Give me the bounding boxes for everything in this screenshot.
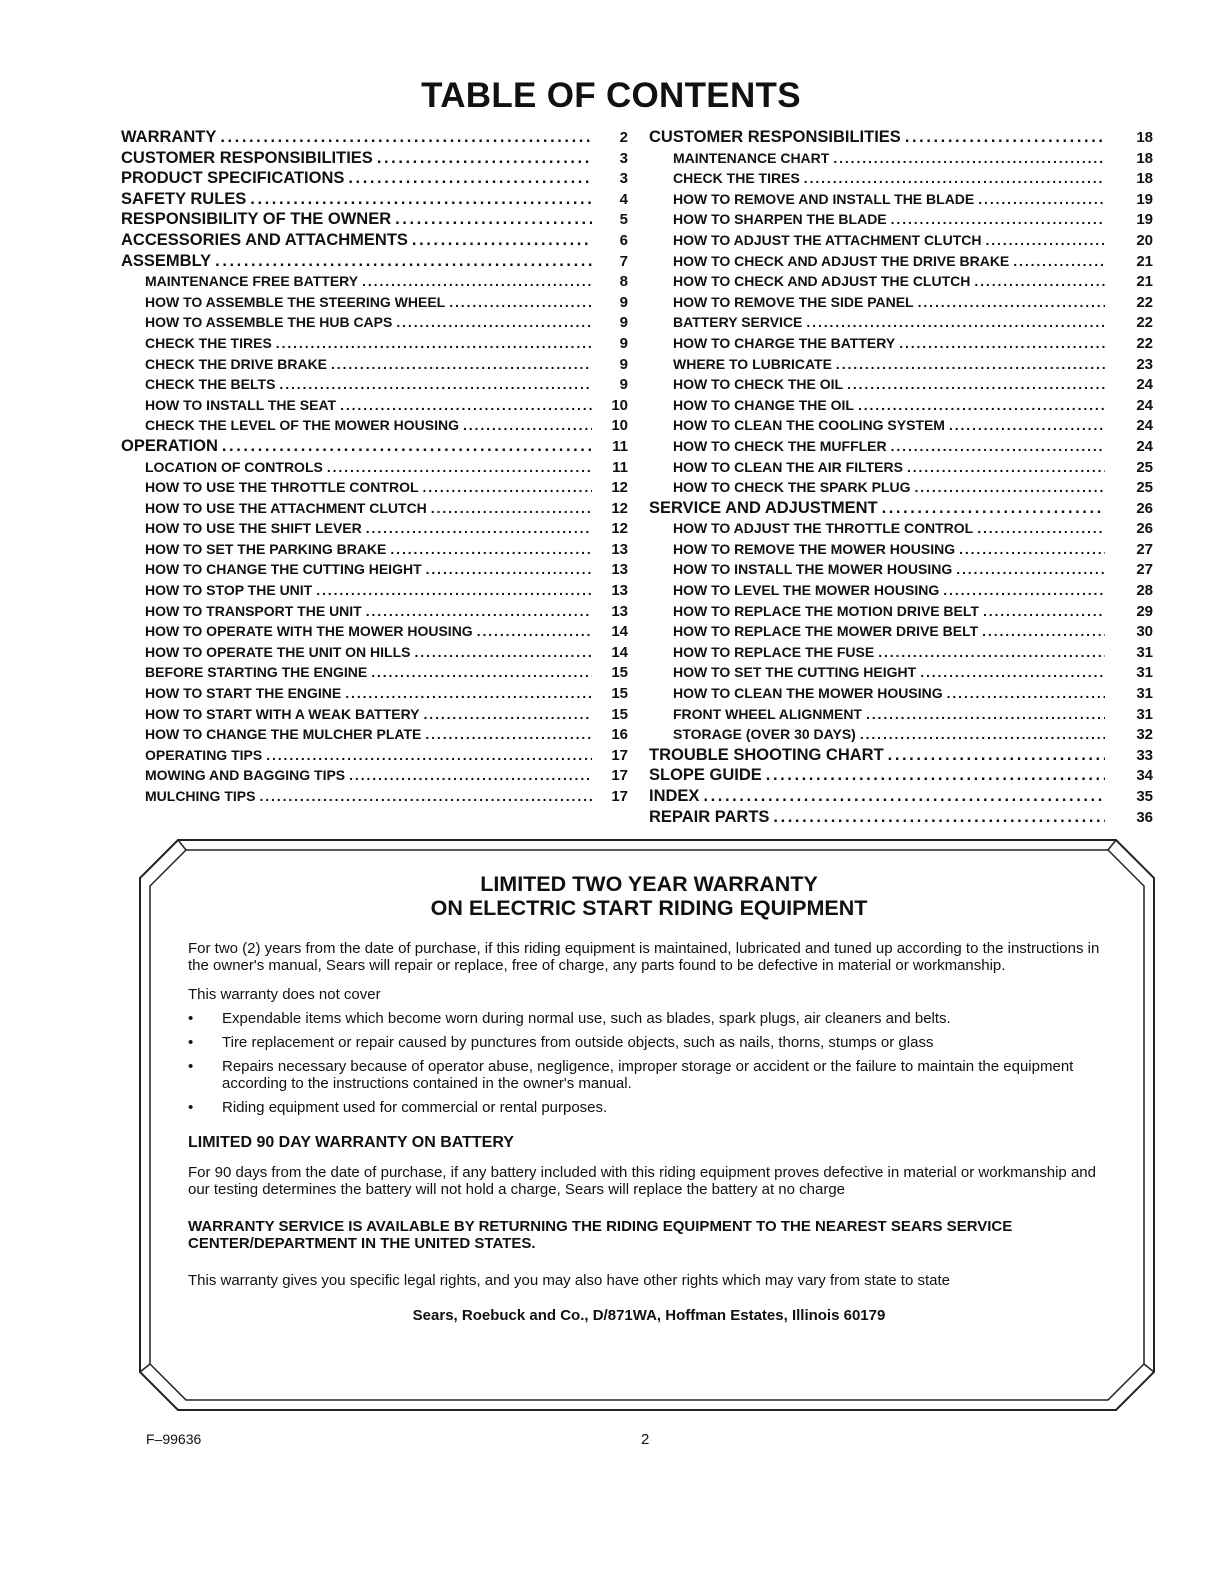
toc-leader-dots: [766, 765, 1105, 786]
warranty-box: [138, 838, 1156, 1412]
toc-entry-label: HOW TO INSTALL THE MOWER HOUSING: [673, 561, 953, 578]
toc-entry-label: HOW TO START THE ENGINE: [145, 685, 342, 702]
toc-entry: [649, 580, 1153, 601]
toc-entry: [121, 683, 628, 704]
toc-entry-label: HOW TO CHANGE THE OIL: [673, 396, 854, 413]
toc-entry-label: CHECK THE LEVEL OF THE MOWER HOUSING: [145, 417, 459, 434]
toc-entry-page: 17: [611, 746, 628, 764]
toc-entry-label: HOW TO USE THE ATTACHMENT CLUTCH: [145, 499, 427, 516]
toc-entry-label: CHECK THE BELTS: [145, 376, 276, 393]
toc-entry: [649, 271, 1153, 292]
toc-leader-dots: [327, 457, 592, 478]
toc-leader-dots: [833, 148, 1105, 169]
toc-entry: [121, 230, 628, 251]
toc-entry: [121, 251, 628, 272]
toc-entry: [121, 786, 628, 807]
toc-entry-label: HOW TO ASSEMBLE THE STEERING WHEEL: [145, 293, 446, 310]
toc-leader-dots: [259, 786, 592, 807]
toc-entry-page: 14: [611, 643, 628, 661]
toc-leader-dots: [463, 415, 592, 436]
toc-entry: [649, 559, 1153, 580]
toc-entry-page: 3: [619, 170, 628, 188]
toc-entry-page: 19: [1136, 211, 1153, 229]
toc-entry-label: HOW TO CHANGE THE CUTTING HEIGHT: [145, 561, 422, 578]
toc-entry-label: HOW TO ADJUST THE THROTTLE CONTROL: [673, 520, 974, 537]
toc-leader-dots: [974, 271, 1105, 292]
toc-entry-label: HOW TO CHECK THE SPARK PLUG: [673, 479, 911, 496]
toc-entry-page: 6: [619, 231, 628, 249]
toc-entry-page: 8: [619, 273, 628, 291]
toc-entry-label: HOW TO OPERATE WITH THE MOWER HOUSING: [145, 623, 473, 640]
toc-entry-label: HOW TO OPERATE THE UNIT ON HILLS: [145, 643, 411, 660]
toc-entry-page: 14: [611, 623, 628, 641]
toc-entry: [649, 209, 1153, 230]
toc-entry-label: FRONT WHEEL ALIGNMENT: [673, 705, 862, 722]
toc-entry: [121, 621, 628, 642]
toc-entry-page: 9: [619, 355, 628, 373]
toc-leader-dots: [947, 683, 1105, 704]
toc-entry-label: HOW TO REPLACE THE FUSE: [673, 643, 875, 660]
toc-entry: [649, 683, 1153, 704]
warranty-exclusion-item: [188, 1010, 1110, 1027]
toc-entry-label: HOW TO REPLACE THE MOTION DRIVE BELT: [673, 602, 979, 619]
toc-entry-label: HOW TO REPLACE THE MOWER DRIVE BELT: [673, 623, 979, 640]
toc-entry-label: HOW TO CHANGE THE MULCHER PLATE: [145, 726, 422, 743]
document-code: F–99636: [146, 1431, 202, 1447]
toc-entry-label: HOW TO REMOVE THE SIDE PANEL: [673, 293, 914, 310]
toc-entry-page: 24: [1136, 376, 1153, 394]
toc-entry: [121, 580, 628, 601]
toc-entry-label: MAINTENANCE FREE BATTERY: [145, 273, 359, 290]
toc-entry-page: 19: [1136, 190, 1153, 208]
toc-entry: [649, 498, 1153, 519]
toc-leader-dots: [858, 395, 1105, 416]
toc-leader-dots: [804, 168, 1105, 189]
toc-entry-page: 31: [1136, 705, 1153, 723]
toc-entry: [121, 271, 628, 292]
toc-entry: [649, 374, 1153, 395]
toc-leader-dots: [959, 539, 1105, 560]
toc-entry: [649, 395, 1153, 416]
toc-entry: [649, 415, 1153, 436]
toc-entry: [649, 230, 1153, 251]
toc-entry: [649, 477, 1153, 498]
toc-entry-page: 36: [1136, 808, 1153, 826]
toc-entry-page: 35: [1136, 788, 1153, 805]
toc-entry-page: 24: [1136, 417, 1153, 435]
toc-entry-page: 9: [619, 314, 628, 332]
toc-entry-page: 20: [1136, 231, 1153, 249]
warranty-exclusion-item: [188, 1034, 1110, 1051]
warranty-exclusions-list: [188, 1010, 1110, 1116]
toc-entry-label: MOWING AND BAGGING TIPS: [145, 767, 346, 784]
toc-leader-dots: [983, 601, 1105, 622]
warranty-exclusion-text: Riding equipment used for commercial or rental purposes.: [222, 1099, 608, 1116]
toc-entry-page: 25: [1136, 458, 1153, 476]
toc-leader-dots: [956, 559, 1105, 580]
toc-leader-dots: [918, 292, 1105, 313]
toc-entry: [121, 745, 628, 766]
toc-entry-label: WARRANTY: [121, 128, 217, 146]
toc-leader-dots: [806, 312, 1105, 333]
toc-entry: [121, 292, 628, 313]
toc-entry-page: 9: [619, 376, 628, 394]
toc-leader-dots: [276, 333, 592, 354]
warranty-exclusion-text: Repairs necessary because of operator abuse, negligence, improper storage or accident or the failure to maintain the equipment according to the instructions contained in the owner's manual.: [222, 1058, 1074, 1092]
toc-entry: [121, 354, 628, 375]
toc-entry-page: 21: [1136, 273, 1153, 291]
toc-entry-page: 32: [1136, 726, 1153, 744]
toc-leader-dots: [279, 374, 592, 395]
toc-entry-page: 31: [1136, 643, 1153, 661]
toc-leader-dots: [977, 518, 1105, 539]
toc-entry-page: 18: [1136, 149, 1153, 167]
toc-entry-page: 28: [1136, 582, 1153, 600]
toc-entry-label: HOW TO CLEAN THE MOWER HOUSING: [673, 685, 943, 702]
toc-entry: [649, 539, 1153, 560]
toc-entry-page: 3: [619, 149, 628, 167]
toc-leader-dots: [414, 642, 592, 663]
toc-entry-label: SLOPE GUIDE: [649, 766, 762, 785]
toc-entry-page: 22: [1136, 293, 1153, 311]
toc-leader-dots: [366, 518, 592, 539]
toc-entry-label: BEFORE STARTING THE ENGINE: [145, 664, 368, 681]
toc-leader-dots: [431, 498, 592, 519]
toc-entry: [649, 786, 1153, 807]
toc-entry-page: 12: [611, 520, 628, 538]
toc-entry-page: 22: [1136, 334, 1153, 352]
toc-entry-label: HOW TO CLEAN THE COOLING SYSTEM: [673, 417, 945, 434]
toc-entry-page: 2: [619, 129, 628, 146]
toc-entry-label: HOW TO STOP THE UNIT: [145, 582, 313, 599]
toc-entry: [649, 148, 1153, 169]
toc-leader-dots: [340, 395, 592, 416]
toc-entry-label: CUSTOMER RESPONSIBILITIES: [121, 148, 373, 167]
toc-entry-page: 33: [1136, 746, 1153, 764]
warranty-exclusion-text: Expendable items which become worn during normal use, such as blades, spark plugs, air cleaners and belts.: [222, 1010, 951, 1027]
toc-entry-page: 7: [619, 252, 628, 270]
toc-entry-page: 13: [611, 582, 628, 600]
toc-leader-dots: [891, 209, 1105, 230]
toc-entry-page: 11: [612, 437, 628, 455]
toc-entry-label: INDEX: [649, 787, 700, 805]
toc-leader-dots: [426, 559, 592, 580]
toc-entry: [121, 312, 628, 333]
toc-entry-page: 25: [1136, 479, 1153, 497]
bullet-icon: •: [188, 1058, 194, 1075]
toc-entry-page: 31: [1136, 664, 1153, 682]
toc-entry-page: 9: [619, 293, 628, 311]
toc-entry-page: 17: [611, 767, 628, 785]
toc-entry: [121, 415, 628, 436]
toc-entry-label: HOW TO ADJUST THE ATTACHMENT CLUTCH: [673, 231, 982, 248]
toc-entry-label: MULCHING TIPS: [145, 788, 256, 804]
toc-entry-page: 4: [619, 190, 628, 208]
page-title: TABLE OF CONTENTS: [421, 76, 801, 115]
toc-entry-label: HOW TO USE THE THROTTLE CONTROL: [145, 479, 419, 496]
toc-entry-page: 27: [1136, 561, 1153, 579]
toc-leader-dots: [395, 209, 592, 230]
toc-entry-label: REPAIR PARTS: [649, 807, 770, 826]
toc-entry: [121, 436, 628, 457]
toc-entry: [121, 559, 628, 580]
toc-entry-page: 15: [611, 664, 628, 682]
toc-leader-dots: [920, 662, 1105, 683]
toc-entry: [649, 436, 1153, 457]
toc-leader-dots: [412, 230, 592, 251]
toc-leader-dots: [773, 807, 1105, 828]
toc-entry-page: 27: [1136, 540, 1153, 558]
page-number: 2: [641, 1431, 650, 1448]
toc-entry: [121, 333, 628, 354]
toc-entry-label: PRODUCT SPECIFICATIONS: [121, 169, 345, 188]
toc-entry-page: 11: [612, 458, 628, 476]
toc-entry-page: 24: [1136, 396, 1153, 414]
toc-entry: [121, 148, 628, 169]
warranty-heading-line1: LIMITED TWO YEAR WARRANTY: [480, 872, 818, 896]
toc-entry-label: RESPONSIBILITY OF THE OWNER: [121, 210, 392, 229]
toc-right-column: [649, 127, 1153, 827]
toc-leader-dots: [222, 436, 592, 457]
toc-entry-label: WHERE TO LUBRICATE: [673, 355, 832, 372]
toc-leader-dots: [899, 333, 1105, 354]
toc-entry: [649, 168, 1153, 189]
toc-entry-page: 17: [611, 788, 628, 805]
toc-leader-dots: [349, 765, 592, 786]
toc-entry: [121, 601, 628, 622]
toc-entry-page: 26: [1136, 520, 1153, 538]
toc-leader-dots: [423, 477, 592, 498]
toc-entry-label: TROUBLE SHOOTING CHART: [649, 745, 884, 764]
toc-entry-label: ACCESSORIES AND ATTACHMENTS: [121, 230, 408, 249]
toc-entry-page: 15: [611, 705, 628, 723]
toc-entry: [121, 168, 628, 189]
toc-entry: [649, 601, 1153, 622]
toc-entry-label: MAINTENANCE CHART: [673, 149, 830, 166]
toc-leader-dots: [978, 189, 1105, 210]
toc-entry: [121, 374, 628, 395]
toc-leader-dots: [366, 601, 592, 622]
warranty-signature: Sears, Roebuck and Co., D/871WA, Hoffman Estates, Illinois 60179: [412, 1307, 886, 1324]
toc-leader-dots: [915, 477, 1106, 498]
toc-entry: [649, 189, 1153, 210]
toc-entry-label: OPERATION: [121, 436, 218, 455]
battery-warranty-text: For 90 days from the date of purchase, if any battery included with this riding equipment proves defective in material or workmanship and our testing determines the battery will not hold a charge, Sears will replace the battery at no charge: [188, 1164, 1096, 1198]
toc-entry-label: HOW TO CHECK AND ADJUST THE CLUTCH: [673, 273, 971, 290]
toc-entry-page: 12: [611, 479, 628, 497]
toc-entry-label: HOW TO CHARGE THE BATTERY: [673, 334, 896, 351]
toc-leader-dots: [266, 745, 592, 766]
toc-entry-label: HOW TO CHECK THE MUFFLER: [673, 437, 887, 454]
toc-entry-page: 12: [611, 499, 628, 517]
toc-entry: [649, 662, 1153, 683]
toc-leader-dots: [847, 374, 1105, 395]
toc-entry-page: 5: [619, 211, 628, 229]
toc-entry: [649, 457, 1153, 478]
toc-leader-dots: [477, 621, 592, 642]
toc-entry-label: HOW TO LEVEL THE MOWER HOUSING: [673, 582, 940, 599]
toc-leader-dots: [449, 292, 592, 313]
toc-entry: [649, 333, 1153, 354]
toc-entry: [649, 312, 1153, 333]
toc-entry-label: SAFETY RULES: [121, 189, 247, 208]
toc-entry: [649, 251, 1153, 272]
toc-entry: [649, 518, 1153, 539]
toc-leader-dots: [220, 127, 592, 148]
toc-entry-page: 23: [1136, 355, 1153, 373]
warranty-exclusion-item: [188, 1058, 1110, 1092]
toc-entry-label: BATTERY SERVICE: [673, 314, 803, 331]
toc-entry-label: OPERATING TIPS: [145, 746, 263, 763]
toc-entry-label: HOW TO SET THE CUTTING HEIGHT: [673, 664, 917, 681]
toc-entry-label: HOW TO REMOVE AND INSTALL THE BLADE: [673, 190, 975, 207]
toc-entry-label: CHECK THE TIRES: [673, 170, 800, 187]
toc-entry-page: 10: [611, 417, 628, 435]
toc-entry: [649, 621, 1153, 642]
toc-entry-label: HOW TO CLEAN THE AIR FILTERS: [673, 458, 903, 475]
toc-entry: [121, 662, 628, 683]
toc-entry-label: LOCATION OF CONTROLS: [145, 458, 323, 475]
toc-entry-page: 13: [611, 602, 628, 620]
toc-entry-label: ASSEMBLY: [121, 251, 212, 270]
toc-entry: [649, 292, 1153, 313]
toc-leader-dots: [424, 704, 592, 725]
toc-entry: [649, 745, 1153, 766]
toc-entry: [121, 539, 628, 560]
toc-leader-dots: [882, 498, 1105, 519]
toc-leader-dots: [907, 457, 1105, 478]
toc-entry: [649, 642, 1153, 663]
toc-entry: [121, 189, 628, 210]
toc-leader-dots: [371, 662, 592, 683]
toc-entry-page: 24: [1136, 437, 1153, 455]
toc-entry: [121, 477, 628, 498]
toc-leader-dots: [703, 786, 1105, 807]
warranty-exclusion-text: Tire replacement or repair caused by punctures from outside objects, such as nails, thorns, stumps or glass: [222, 1034, 934, 1051]
warranty-exclusion-item: [188, 1099, 1110, 1116]
toc-entry: [649, 704, 1153, 725]
toc-entry-label: HOW TO ASSEMBLE THE HUB CAPS: [145, 314, 393, 331]
toc-leader-dots: [888, 745, 1105, 766]
toc-leader-dots: [345, 683, 592, 704]
toc-leader-dots: [331, 354, 592, 375]
toc-leader-dots: [860, 724, 1105, 745]
warranty-service-notice: WARRANTY SERVICE IS AVAILABLE BY RETURNING THE RIDING EQUIPMENT TO THE NEAREST SEARS SERVICE CENTER/DEPARTMENT IN THE UNITED STATES.: [188, 1218, 1013, 1252]
toc-entry-label: STORAGE (OVER 30 DAYS): [673, 726, 856, 743]
toc-left-column: [121, 127, 628, 807]
toc-entry: [121, 518, 628, 539]
toc-entry-label: CUSTOMER RESPONSIBILITIES: [649, 128, 901, 146]
toc-entry-page: 18: [1136, 129, 1153, 146]
toc-entry-page: 18: [1136, 170, 1153, 188]
toc-leader-dots: [348, 168, 592, 189]
warranty-not-cover: This warranty does not cover: [188, 986, 381, 1003]
toc-leader-dots: [316, 580, 592, 601]
toc-entry-label: HOW TO INSTALL THE SEAT: [145, 396, 337, 413]
toc-entry-label: HOW TO REMOVE THE MOWER HOUSING: [673, 540, 956, 557]
toc-entry: [121, 498, 628, 519]
toc-entry-label: HOW TO CHECK AND ADJUST THE DRIVE BRAKE: [673, 252, 1010, 269]
toc-entry-page: 30: [1136, 623, 1153, 641]
toc-entry-page: 15: [611, 685, 628, 703]
toc-leader-dots: [866, 704, 1105, 725]
toc-entry-label: HOW TO TRANSPORT THE UNIT: [145, 602, 362, 619]
toc-entry: [649, 724, 1153, 745]
toc-entry: [649, 127, 1153, 148]
warranty-content: [188, 872, 1110, 1324]
battery-warranty-heading: LIMITED 90 DAY WARRANTY ON BATTERY: [188, 1134, 514, 1151]
toc-entry-label: HOW TO CHECK THE OIL: [673, 376, 844, 393]
toc-entry-page: 26: [1136, 499, 1153, 517]
toc-entry-page: 22: [1136, 314, 1153, 332]
toc-entry-page: 10: [611, 396, 628, 414]
toc-entry: [649, 765, 1153, 786]
toc-entry: [121, 642, 628, 663]
toc-entry-label: CHECK THE TIRES: [145, 334, 272, 351]
warranty-rights: This warranty gives you specific legal rights, and you may also have other rights which may vary from state to state: [188, 1272, 950, 1289]
toc-entry-page: 21: [1136, 252, 1153, 270]
toc-leader-dots: [878, 642, 1105, 663]
toc-entry: [121, 724, 628, 745]
toc-leader-dots: [943, 580, 1105, 601]
toc-entry: [121, 127, 628, 148]
toc-entry-page: 13: [611, 540, 628, 558]
toc-leader-dots: [425, 724, 592, 745]
toc-entry-page: 16: [611, 726, 628, 744]
toc-entry-label: CHECK THE DRIVE BRAKE: [145, 355, 328, 372]
toc-leader-dots: [982, 621, 1105, 642]
toc-entry-label: HOW TO USE THE SHIFT LEVER: [145, 520, 362, 537]
toc-leader-dots: [891, 436, 1105, 457]
toc-entry-label: SERVICE AND ADJUSTMENT: [649, 498, 878, 517]
toc-leader-dots: [905, 127, 1105, 148]
toc-leader-dots: [836, 354, 1105, 375]
toc-entry-label: HOW TO SET THE PARKING BRAKE: [145, 540, 387, 557]
toc-leader-dots: [215, 251, 592, 272]
warranty-intro: For two (2) years from the date of purchase, if this riding equipment is maintained, lubricated and tuned up according to the instructions in the owner's manual, Sears will repair or replace, free of charge, any parts found to be defective in material or workmanship.: [188, 940, 1100, 974]
toc-entry-label: HOW TO START WITH A WEAK BATTERY: [145, 705, 420, 722]
toc-leader-dots: [390, 539, 592, 560]
toc-leader-dots: [949, 415, 1105, 436]
bullet-icon: •: [188, 1010, 194, 1027]
toc-entry: [121, 765, 628, 786]
toc-entry: [649, 807, 1153, 828]
toc-leader-dots: [396, 312, 592, 333]
toc-entry: [649, 354, 1153, 375]
toc-entry: [121, 704, 628, 725]
toc-entry-label: HOW TO SHARPEN THE BLADE: [673, 211, 887, 228]
toc-entry: [121, 457, 628, 478]
toc-entry-page: 9: [619, 334, 628, 352]
toc-entry-page: 13: [611, 561, 628, 579]
toc-entry-page: 31: [1136, 685, 1153, 703]
toc-leader-dots: [986, 230, 1106, 251]
warranty-heading-line2: ON ELECTRIC START RIDING EQUIPMENT: [430, 896, 868, 920]
bullet-icon: •: [188, 1034, 194, 1051]
toc-entry: [121, 209, 628, 230]
toc-leader-dots: [250, 189, 592, 210]
toc-entry: [121, 395, 628, 416]
toc-entry-page: 34: [1136, 767, 1153, 785]
toc-leader-dots: [362, 271, 592, 292]
bullet-icon: •: [188, 1099, 194, 1116]
toc-leader-dots: [377, 148, 592, 169]
toc-leader-dots: [1013, 251, 1105, 272]
toc-entry-page: 29: [1136, 602, 1153, 620]
